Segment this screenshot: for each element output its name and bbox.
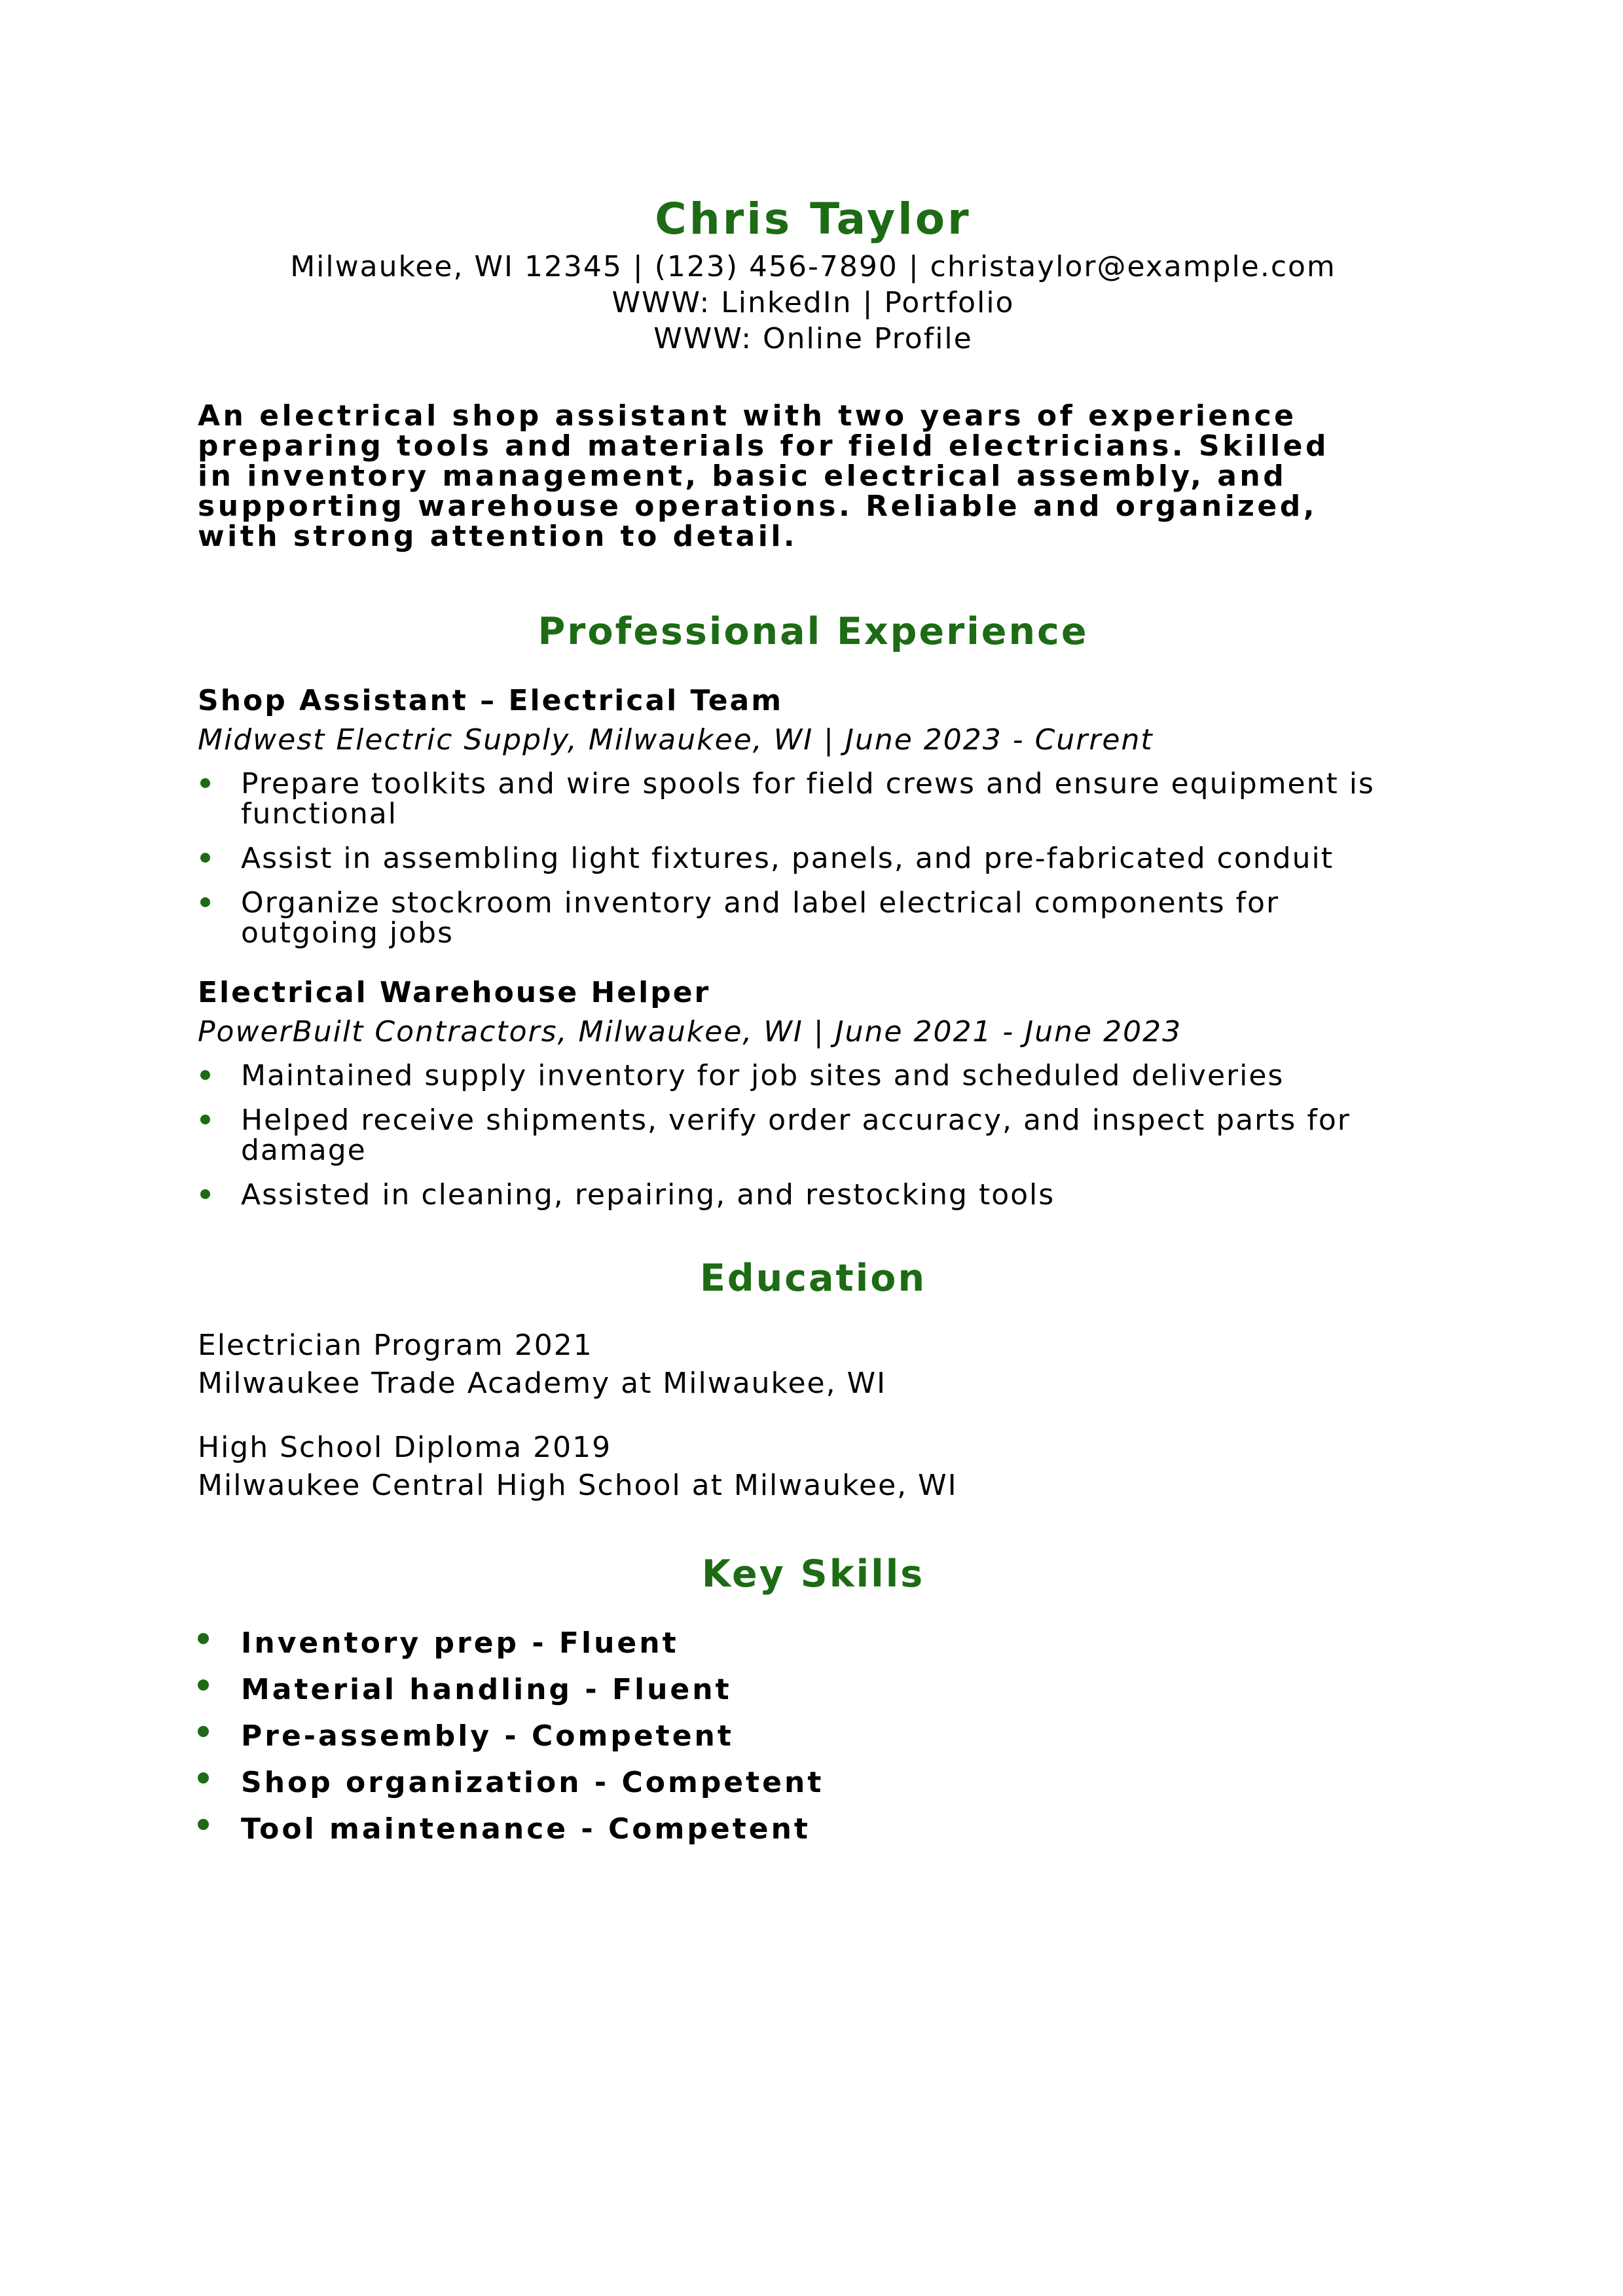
job-bullet-text: Organize stockroom inventory and label electrical components for outgoing jobs: [241, 886, 1280, 950]
job-entry: [198, 973, 1429, 1210]
bullet-dot-icon: [200, 1115, 210, 1124]
skill-text: Material handling - Fluent: [241, 1673, 732, 1706]
bullet-dot-icon: [200, 853, 210, 863]
job-bullet-list: [198, 1061, 1429, 1210]
candidate-name: Chris Taylor: [655, 194, 972, 244]
web-links-line: WWW: LinkedIn | Portfolio: [611, 286, 1015, 319]
job-entry: [198, 681, 1429, 948]
education-degree: Electrician Program 2021: [198, 1329, 593, 1362]
bullet-dot-icon: [198, 1726, 209, 1737]
education-degree: High School Diploma 2019: [198, 1431, 612, 1464]
job-bullet: [198, 1061, 1400, 1091]
skill-item: [198, 1620, 1429, 1666]
job-bullet: [198, 1105, 1400, 1166]
bullet-dot-icon: [200, 778, 210, 788]
skill-text: Tool maintenance - Competent: [241, 1812, 811, 1846]
skill-text: Pre-assembly - Competent: [241, 1719, 734, 1753]
skill-item: [198, 1759, 1429, 1806]
skills-section: [198, 1548, 1429, 1852]
skill-text: Shop organization - Competent: [241, 1766, 824, 1799]
skills-list: [198, 1620, 1429, 1852]
bullet-dot-icon: [198, 1772, 209, 1784]
job-bullet-text: Maintained supply inventory for job sites and scheduled deliveries: [241, 1059, 1285, 1092]
web-profile-line: WWW: Online Profile: [653, 322, 973, 355]
job-bullet-text: Helped receive shipments, verify order accuracy, and inspect parts for damage: [241, 1103, 1351, 1167]
contact-line: Milwaukee, WI 12345 | (123) 456-7890 | christaylor@example.com: [290, 250, 1336, 283]
job-bullet: [198, 888, 1400, 948]
job-title: Electrical Warehouse Helper: [198, 976, 711, 1009]
bullet-dot-icon: [200, 1070, 210, 1080]
job-title: Shop Assistant – Electrical Team: [198, 684, 784, 717]
skills-heading: Key Skills: [701, 1552, 925, 1596]
job-bullet-text: Assist in assembling light fixtures, panels, and pre-fabricated conduit: [241, 842, 1334, 875]
skill-item: [198, 1713, 1429, 1759]
education-school: Milwaukee Central High School at Milwaukee, WI: [198, 1469, 958, 1502]
job-bullet-list: [198, 769, 1429, 948]
experience-heading: Professional Experience: [538, 610, 1089, 653]
bullet-dot-icon: [198, 1679, 209, 1691]
job-company-dates: Midwest Electric Supply, Milwaukee, WI | June 2023 - Current: [198, 723, 1154, 757]
job-bullet-text: Prepare toolkits and wire spools for field crews and ensure equipment is functional: [241, 767, 1375, 831]
bullet-dot-icon: [200, 897, 210, 907]
skill-item: [198, 1666, 1429, 1713]
experience-section: [198, 605, 1429, 1210]
job-bullet: [198, 844, 1400, 874]
resume-page: [198, 190, 1429, 1852]
job-company-dates: PowerBuilt Contractors, Milwaukee, WI | June 2021 - June 2023: [198, 1015, 1182, 1049]
job-bullet-text: Assisted in cleaning, repairing, and restocking tools: [241, 1178, 1055, 1211]
skill-item: [198, 1806, 1429, 1852]
professional-summary: An electrical shop assistant with two years of experience preparing tools and materials for field electricians. Skilled in inventory management, basic electrical assembly, and supporting warehouse operations. Reliable and organized, with strong attention to detail.: [198, 399, 1329, 553]
bullet-dot-icon: [200, 1189, 210, 1199]
bullet-dot-icon: [198, 1633, 209, 1644]
education-section: [198, 1252, 1429, 1505]
job-bullet: [198, 1180, 1400, 1210]
education-heading: Education: [699, 1257, 927, 1300]
resume-header: [198, 190, 1429, 357]
bullet-dot-icon: [198, 1819, 209, 1830]
skill-text: Inventory prep - Fluent: [241, 1626, 679, 1660]
education-entry: [198, 1327, 1429, 1403]
education-school: Milwaukee Trade Academy at Milwaukee, WI: [198, 1367, 887, 1400]
education-entry: [198, 1429, 1429, 1505]
job-bullet: [198, 769, 1400, 829]
